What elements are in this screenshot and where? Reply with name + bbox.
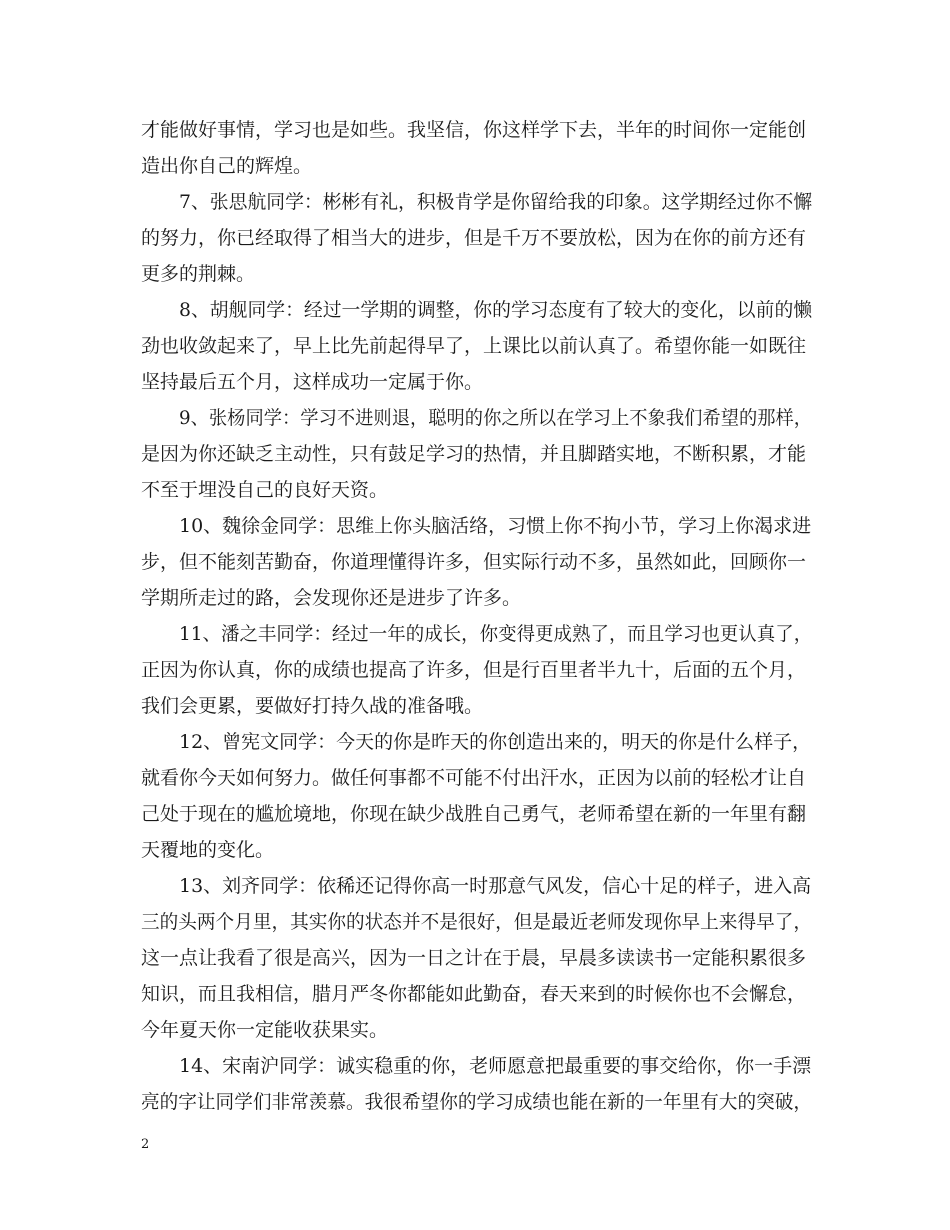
text-line: 8、胡舰同学：经过一学期的调整，你的学习态度有了较大的变化，以前的懒 <box>179 299 813 321</box>
text-line: 知识，而且我相信，腊月严冬你都能如此勤奋，春天来到的时候你也不会懈怠， <box>141 983 807 1005</box>
text-line: 亮的字让同学们非常羡慕。我很希望你的学习成绩也能在新的一年里有大的突破， <box>141 1091 813 1113</box>
text-line: 就看你今天如何努力。做任何事都不可能不付出汗水，正因为以前的轻松才让自 <box>141 767 807 789</box>
text-line: 14、宋南沪同学：诚实稳重的你，老师愿意把最重要的事交给你，你一手漂 <box>179 1055 812 1077</box>
text-line: 今年夏天你一定能收获果实。 <box>141 1019 389 1041</box>
text-line: 13、刘齐同学：依稀还记得你高一时那意气风发，信心十足的样子，进入高 <box>179 875 812 897</box>
text-line: 更多的荆棘。 <box>141 263 256 285</box>
text-line: 天覆地的变化。 <box>141 839 275 861</box>
text-line: 步，但不能刻苦勤奋，你道理懂得许多，但实际行动不多，虽然如此，回顾你一 <box>141 551 807 573</box>
text-line: 7、张思航同学：彬彬有礼，积极肯学是你留给我的印象。这学期经过你不懈 <box>179 191 813 213</box>
text-line: 这一点让我看了很是高兴，因为一日之计在于晨，早晨多读读书一定能积累很多 <box>141 947 807 969</box>
text-line: 11、潘之丰同学：经过一年的成长，你变得更成熟了，而且学习也更认真了， <box>179 623 813 645</box>
text-line: 10、魏徐金同学：思维上你头脑活络，习惯上你不拘小节，学习上你渴求进 <box>179 515 812 537</box>
text-line: 学期所走过的路，会发现你还是进步了许多。 <box>141 587 522 609</box>
page-number: 2 <box>141 1137 150 1152</box>
text-line: 己处于现在的尴尬境地，你现在缺少战胜自己勇气，老师希望在新的一年里有翻 <box>141 803 807 825</box>
text-line: 是因为你还缺乏主动性，只有鼓足学习的热情，并且脚踏实地，不断积累，才能 <box>141 443 807 465</box>
text-line: 我们会更累，要做好打持久战的准备哦。 <box>141 695 484 717</box>
text-line: 坚持最后五个月，这样成功一定属于你。 <box>141 371 484 393</box>
text-line: 9、张杨同学：学习不进则退，聪明的你之所以在学习上不象我们希望的那样， <box>179 407 813 429</box>
text-line: 三的头两个月里，其实你的状态并不是很好，但是最近老师发现你早上来得早了， <box>141 911 813 933</box>
text-line: 12、曾宪文同学：今天的你是昨天的你创造出来的，明天的你是什么样子， <box>179 731 812 753</box>
text-line: 的努力，你已经取得了相当大的进步，但是千万不要放松，因为在你的前方还有 <box>141 227 807 249</box>
text-line: 才能做好事情，学习也是如些。我坚信，你这样学下去，半年的时间你一定能创 <box>141 119 807 141</box>
text-line: 不至于埋没自己的良好天资。 <box>141 479 389 501</box>
text-line: 劲也收敛起来了，早上比先前起得早了，上课比以前认真了。希望你能一如既往 <box>141 335 807 357</box>
text-line: 造出你自己的辉煌。 <box>141 155 313 177</box>
text-line: 正因为你认真，你的成绩也提高了许多，但是行百里者半九十，后面的五个月， <box>141 659 807 681</box>
